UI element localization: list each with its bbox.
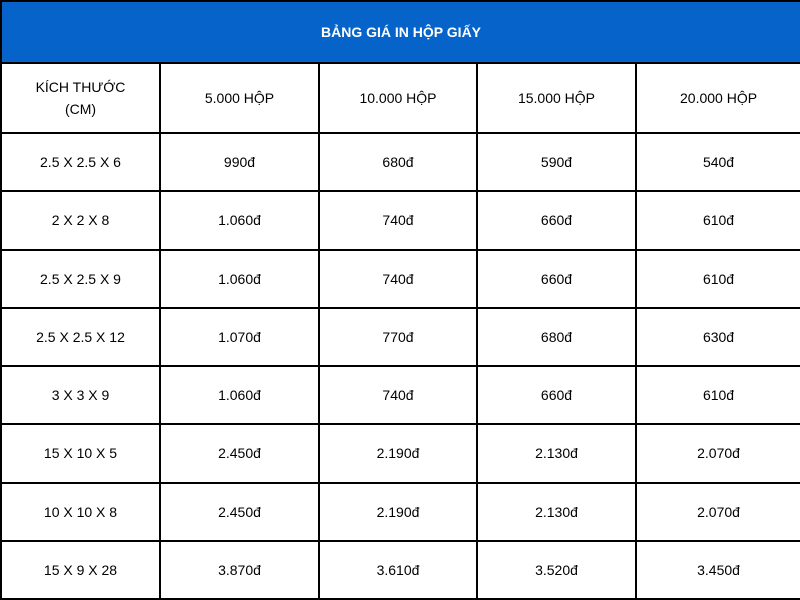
price-cell: 3.610đ (319, 541, 477, 599)
price-cell: 3.520đ (477, 541, 636, 599)
price-cell: 1.060đ (160, 366, 319, 424)
table-row (1, 191, 800, 249)
table-row (1, 308, 800, 366)
price-cell: 1.070đ (160, 308, 319, 366)
table-title: BẢNG GIÁ IN HỘP GIẤY (1, 1, 800, 63)
table-row (1, 366, 800, 424)
title-row (1, 1, 800, 63)
size-cell: 2.5 X 2.5 X 6 (1, 133, 160, 191)
table-row (1, 424, 800, 482)
price-cell: 2.130đ (477, 483, 636, 541)
price-cell: 3.450đ (636, 541, 800, 599)
size-cell: 2 X 2 X 8 (1, 191, 160, 249)
price-cell: 610đ (636, 250, 800, 308)
size-cell: 10 X 10 X 8 (1, 483, 160, 541)
price-cell: 660đ (477, 191, 636, 249)
price-cell: 740đ (319, 366, 477, 424)
price-cell: 740đ (319, 191, 477, 249)
header-row (1, 63, 800, 133)
size-cell: 15 X 9 X 28 (1, 541, 160, 599)
price-cell: 3.870đ (160, 541, 319, 599)
size-cell: 15 X 10 X 5 (1, 424, 160, 482)
price-cell: 1.060đ (160, 250, 319, 308)
size-cell: 2.5 X 2.5 X 9 (1, 250, 160, 308)
price-cell: 680đ (477, 308, 636, 366)
price-cell: 2.070đ (636, 483, 800, 541)
quantity-header: 10.000 HỘP (319, 63, 477, 133)
price-cell: 1.060đ (160, 191, 319, 249)
quantity-header: 5.000 HỘP (160, 63, 319, 133)
price-cell: 2.070đ (636, 424, 800, 482)
quantity-header: 15.000 HỘP (477, 63, 636, 133)
table-row (1, 483, 800, 541)
price-cell: 2.450đ (160, 483, 319, 541)
table-row (1, 250, 800, 308)
size-header-line1: KÍCH THƯỚC (35, 79, 126, 95)
price-cell: 660đ (477, 366, 636, 424)
size-header (1, 63, 160, 133)
table-row (1, 541, 800, 599)
size-header-line2: (CM) (64, 101, 97, 117)
price-cell: 680đ (319, 133, 477, 191)
price-cell: 740đ (319, 250, 477, 308)
price-cell: 610đ (636, 366, 800, 424)
price-cell: 540đ (636, 133, 800, 191)
price-cell: 770đ (319, 308, 477, 366)
price-cell: 630đ (636, 308, 800, 366)
price-cell: 990đ (160, 133, 319, 191)
price-cell: 2.450đ (160, 424, 319, 482)
price-cell: 2.190đ (319, 483, 477, 541)
quantity-header: 20.000 HỘP (636, 63, 800, 133)
price-cell: 2.190đ (319, 424, 477, 482)
price-cell: 610đ (636, 191, 800, 249)
size-cell: 2.5 X 2.5 X 12 (1, 308, 160, 366)
table-row (1, 133, 800, 191)
size-cell: 3 X 3 X 9 (1, 366, 160, 424)
price-cell: 590đ (477, 133, 636, 191)
price-cell: 2.130đ (477, 424, 636, 482)
price-cell: 660đ (477, 250, 636, 308)
